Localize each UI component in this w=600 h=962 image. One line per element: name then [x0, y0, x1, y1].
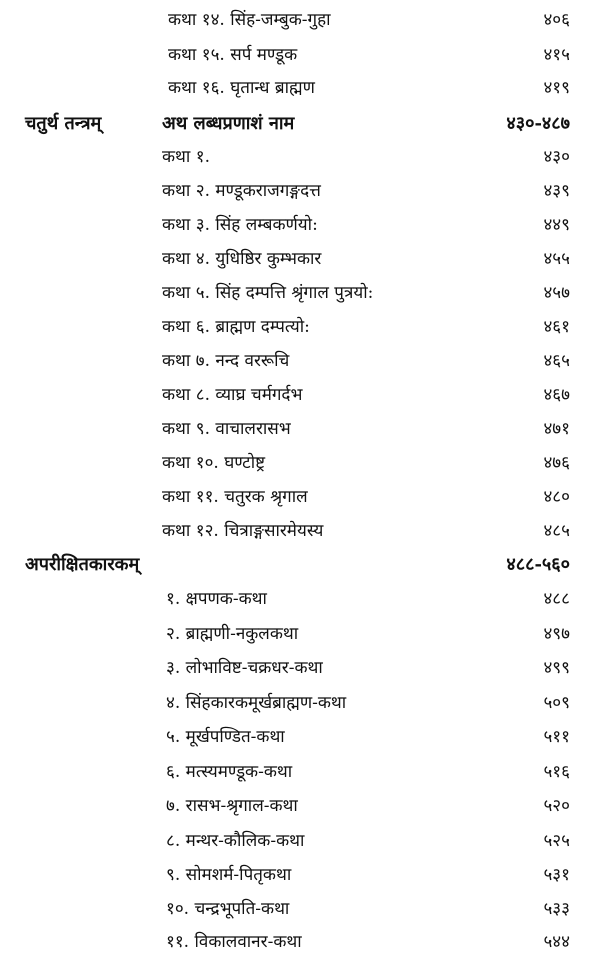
toc-row [0, 789, 600, 823]
toc-entry-page: ४८० [543, 487, 570, 507]
toc-entry-page: ५३१ [543, 865, 570, 885]
toc-row [0, 480, 600, 514]
toc-row [0, 208, 600, 242]
toc-entry-title: कथा ८. व्याघ्र चर्मगर्दभ [162, 385, 303, 405]
toc-row [0, 651, 600, 685]
toc-entry-title: कथा १२. चित्राङ्गसारमेयस्य [162, 521, 324, 541]
toc-entry-page: ५३३ [543, 899, 570, 919]
toc-entry-title: १. क्षपणक-कथा [166, 589, 267, 609]
toc-row [0, 720, 600, 754]
toc-entry-page: ४३९ [543, 181, 570, 201]
section-heading [0, 548, 600, 582]
toc-entry-page: ४४९ [543, 215, 570, 235]
toc-entry-page: ५०९ [543, 693, 570, 713]
toc-entry-page: ४६१ [543, 317, 570, 337]
toc-entry-title: ७. रासभ-श्रृगाल-कथा [166, 796, 298, 816]
section-page-range: ४८८-५६० [506, 554, 570, 575]
toc-entry-title: कथा ७. नन्द वररूचि [162, 351, 290, 371]
toc-row [0, 242, 600, 276]
toc-row [0, 38, 600, 72]
toc-row [0, 892, 600, 926]
toc-entry-page: ४९९ [543, 658, 570, 678]
toc-entry-title: ३. लोभाविष्ट-चक्रधर-कथा [166, 658, 323, 678]
toc-entry-title: कथा १. [162, 147, 210, 167]
toc-entry-title: कथा ३. सिंह लम्बकर्णयो: [162, 215, 318, 235]
toc-entry-title: कथा १५. सर्प मण्डूक [168, 45, 298, 65]
toc-row [0, 276, 600, 310]
toc-entry-page: ४७६ [543, 453, 570, 473]
toc-entry-title: कथा १६. घृतान्ध ब्राह्मण [168, 78, 315, 98]
toc-entry-title: १०. चन्द्रभूपति-कथा [166, 899, 290, 919]
toc-row [0, 686, 600, 720]
toc-entry-title: कथा ४. युधिष्ठिर कुम्भकार [162, 249, 322, 269]
toc-row [0, 412, 600, 446]
toc-entry-title: कथा ११. चतुरक श्रृगाल [162, 487, 308, 507]
section-page-range: ४३०-४८७ [506, 113, 570, 134]
toc-row [0, 824, 600, 858]
toc-entry-page: ४०६ [543, 10, 570, 30]
section-title: अथ लब्धप्रणाशं नाम [162, 113, 295, 134]
toc-entry-page: ५४४ [543, 932, 570, 952]
toc-entry-title: २. ब्राह्मणी-नकुलकथा [166, 624, 299, 644]
toc-entry-title: ४. सिंहकारकमूर्खब्राह्मण-कथा [166, 693, 347, 713]
toc-entry-page: ४८५ [543, 521, 570, 541]
toc-row [0, 858, 600, 892]
toc-entry-page: ५१६ [543, 762, 570, 782]
toc-entry-title: ९. सोमशर्म-पितृकथा [166, 865, 292, 885]
toc-entry-page: ४५५ [543, 249, 570, 269]
toc-row [0, 514, 600, 548]
toc-row [0, 174, 600, 208]
section-heading [0, 107, 600, 141]
toc-entry-page: ४३० [543, 147, 570, 167]
toc-entry-title: कथा ५. सिंह दम्पत्ति श्रृंगाल पुत्रयो: [162, 283, 374, 303]
section-label: अपरीक्षितकारकम् [25, 554, 140, 575]
toc-entry-page: ५११ [543, 727, 570, 747]
toc-entry-title: ५. मूर्खपण्डित-कथा [166, 727, 285, 747]
toc-entry-title: ६. मत्स्यमण्डूक-कथा [166, 762, 293, 782]
toc-entry-title: कथा १४. सिंह-जम्बुक-गुहा [168, 10, 331, 30]
toc-row [0, 925, 600, 959]
toc-entry-page: ४९७ [543, 624, 570, 644]
section-label: चतुर्थ तन्त्रम् [25, 113, 102, 134]
toc-entry-page: ५२५ [543, 831, 570, 851]
toc-entry-page: ४८८ [543, 589, 570, 609]
toc-entry-page: ५२० [543, 796, 570, 816]
toc-entry-title: कथा ९. वाचालरासभ [162, 419, 291, 439]
toc-row [0, 344, 600, 378]
toc-entry-title: कथा ६. ब्राह्मण दम्पत्यो: [162, 317, 310, 337]
toc-row [0, 755, 600, 789]
toc-entry-title: ८. मन्थर-कौलिक-कथा [166, 831, 305, 851]
toc-entry-page: ४६५ [543, 351, 570, 371]
toc-row [0, 582, 600, 616]
toc-row [0, 140, 600, 174]
toc-row [0, 71, 600, 105]
toc-entry-page: ४६७ [543, 385, 570, 405]
toc-entry-page: ४१५ [543, 45, 570, 65]
toc-row [0, 310, 600, 344]
toc-row [0, 617, 600, 651]
toc-entry-page: ४१९ [543, 78, 570, 98]
toc-row [0, 3, 600, 37]
toc-entry-page: ४५७ [543, 283, 570, 303]
toc-entry-title: ११. विकालवानर-कथा [166, 932, 302, 952]
toc-entry-title: कथा २. मण्डूकराजगङ्गदत्त [162, 181, 321, 201]
toc-entry-title: कथा १०. घण्टोष्ट्र [162, 453, 266, 473]
toc-entry-page: ४७१ [543, 419, 570, 439]
toc-row [0, 446, 600, 480]
toc-row [0, 378, 600, 412]
